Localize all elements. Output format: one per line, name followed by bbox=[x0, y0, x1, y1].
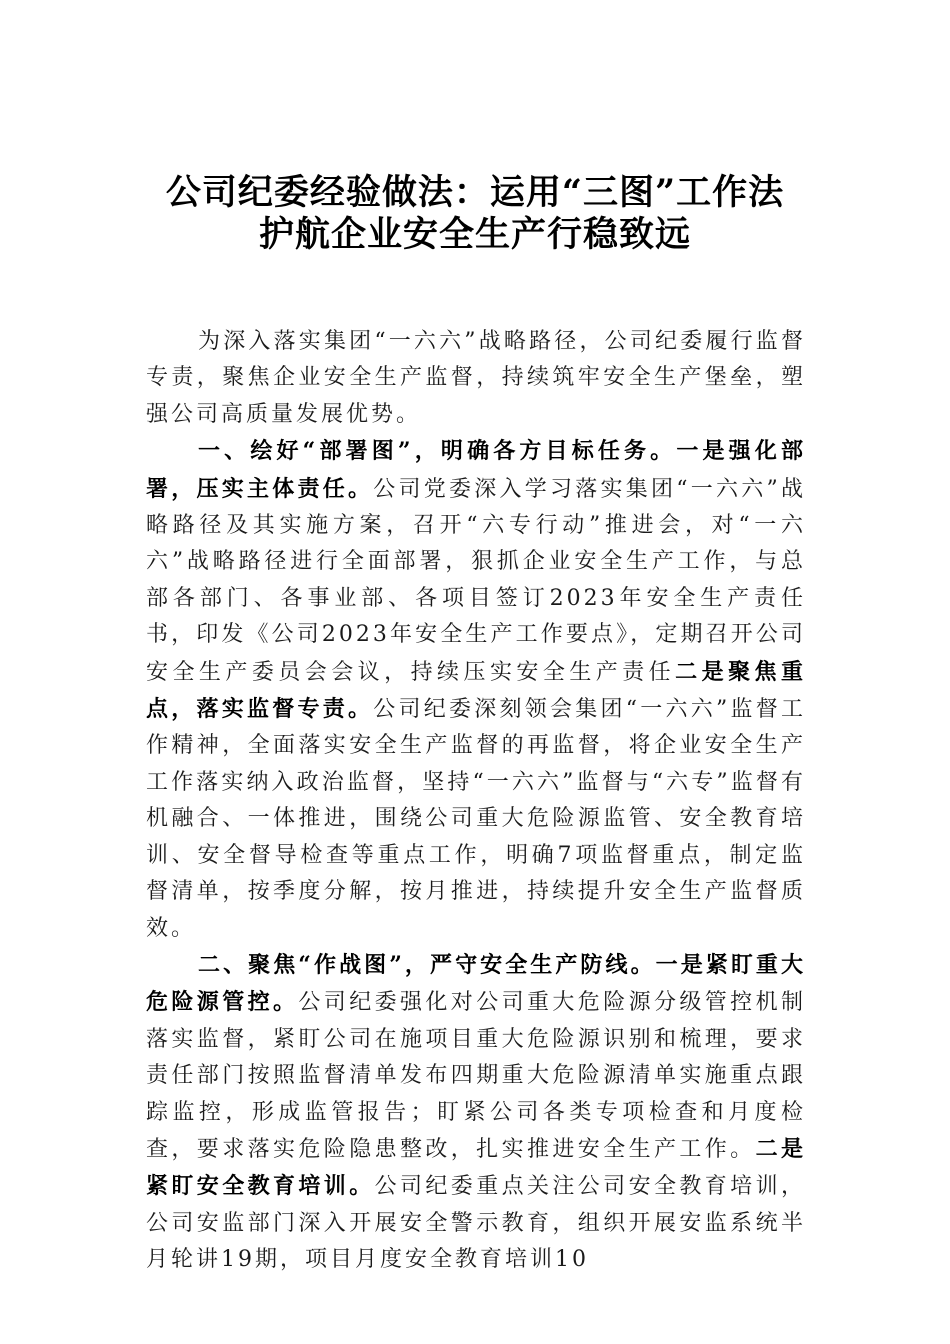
section-2-point-1-text: 公司纪委强化对公司重大危险源分级管控机制落实监督，紧盯公司在施项目重大危险源识别和梳理，要求责任部门按照监督清单发布四期重大危险源清单实施重点跟踪监控，形成监管报告；盯紧公司各类专项检查和月度检查，要求落实危险隐患整改，扎实推进安全生产工作。 bbox=[146, 990, 806, 1162]
document-body bbox=[146, 324, 806, 1279]
intro-paragraph: 为深入落实集团“一六六”战略路径，公司纪委履行监督专责，聚焦企业安全生产监督，持续筑牢安全生产堡垒，塑强公司高质量发展优势。 bbox=[146, 329, 806, 427]
section-2-point-2-text: 公司纪委重点关注公司安全教育培训，公司安监部门深入开展安全警示教育，组织开展安监系统半月轮讲19期，项目月度安全教育培训10 bbox=[146, 1174, 806, 1273]
section-2-heading: 二、聚焦“作战图”，严守安全生产防线。 bbox=[198, 951, 656, 978]
document-title-line-1: 公司纪委经验做法：运用“三图”工作法 bbox=[165, 172, 785, 213]
section-1-point-2-text: 公司纪委深刻领会集团“一六六”监督工作精神，全面落实安全生产监督的再监督，将企业安全生产工作落实纳入政治监督，坚持“一六六”监督与“六专”监督有机融合、一体推进，围绕公司重大危险源监管、安全教育培训、安全督导检查等重点工作，明确7项监督重点，制定监督清单，按季度分解，按月推进，持续提升安全生产监督质效。 bbox=[146, 697, 806, 941]
section-2-point-1-label: 一是紧盯重大危险源管控。 bbox=[146, 951, 806, 1016]
section-1-point-2-label: 二是聚焦重点，落实监督专责。 bbox=[146, 658, 806, 723]
section-2-point-2-label: 二是紧盯安全教育培训。 bbox=[146, 1135, 806, 1200]
section-1-heading: 一、绘好“部署图”，明确各方目标任务。 bbox=[198, 438, 677, 465]
section-1-point-1-label: 一是强化部署，压实主体责任。 bbox=[146, 438, 806, 502]
document-title-line-2: 护航企业安全生产行稳致远 bbox=[258, 214, 691, 255]
section-2-paragraph bbox=[146, 947, 806, 1279]
section-1-paragraph bbox=[146, 433, 806, 947]
section-1-point-1-text: 公司党委深入学习落实集团“一六六”战略路径及其实施方案，召开“六专行动”推进会，对“一六六”战略路径进行全面部署，狠抓企业安全生产工作，与总部各部门、各事业部、各项目签订2023年安全生产责任书，印发《公司2023年安全生产工作要点》，定期召开公司安全生产委员会会议，持续压实安全生产责任 bbox=[146, 476, 806, 685]
